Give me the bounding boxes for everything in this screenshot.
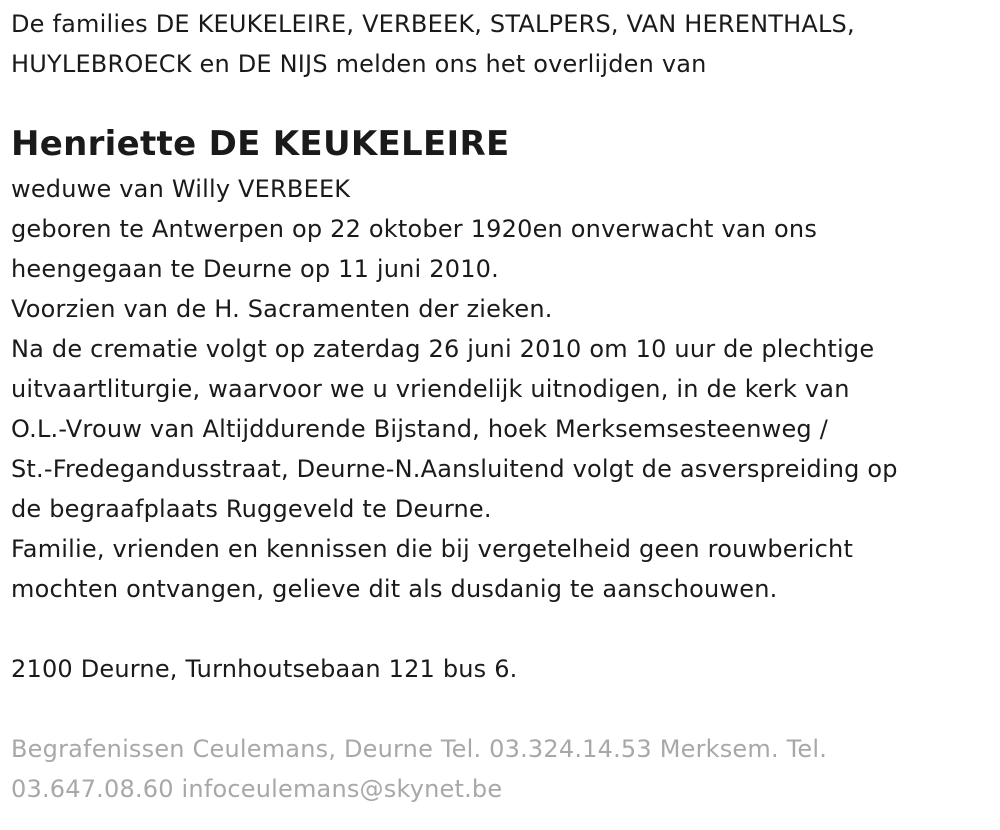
obituary-notice [11,4,991,809]
footer-line: Begrafenissen Ceulemans, Deurne Tel. 03.324.14.53 Merksem. Tel. [11,735,828,763]
deceased-name: Henriette DE KEUKELEIRE [11,124,510,164]
announcement-line: HUYLEBROECK en DE NIJS melden ons het overlijden van [11,50,707,78]
body-line: O.L.-Vrouw van Altijddurende Bijstand, hoek Merksemsesteenweg / [11,415,828,443]
spacer [11,689,991,729]
funeral-home-footer [11,729,991,809]
body-line: Voorzien van de H. Sacramenten der zieken. [11,295,553,323]
body-line: geboren te Antwerpen op 22 oktober 1920en onverwacht van ons [11,215,818,243]
body-line: weduwe van Willy VERBEEK [11,175,351,203]
body-line: Na de crematie volgt op zaterdag 26 juni 2010 om 10 uur de plechtige [11,335,875,363]
body-line: uitvaartliturgie, waarvoor we u vriendelijk uitnodigen, in de kerk van [11,375,850,403]
spacer [11,609,991,649]
body-line: Familie, vrienden en kennissen die bij vergetelheid geen rouwbericht [11,535,854,563]
obituary-body [11,169,991,609]
body-line: mochten ontvangen, gelieve dit als dusdanig te aanschouwen. [11,575,778,603]
body-line: St.-Fredegandusstraat, Deurne-N.Aansluitend volgt de asverspreiding op [11,455,898,483]
footer-line: 03.647.08.60 infoceulemans@skynet.be [11,775,503,803]
body-line: heengegaan te Deurne op 11 juni 2010. [11,255,499,283]
address: 2100 Deurne, Turnhoutsebaan 121 bus 6. [11,655,518,683]
announcement-line: De families DE KEUKELEIRE, VERBEEK, STALPERS, VAN HERENTHALS, [11,10,855,38]
families-announcement [11,4,991,84]
body-line: de begraafplaats Ruggeveld te Deurne. [11,495,492,523]
